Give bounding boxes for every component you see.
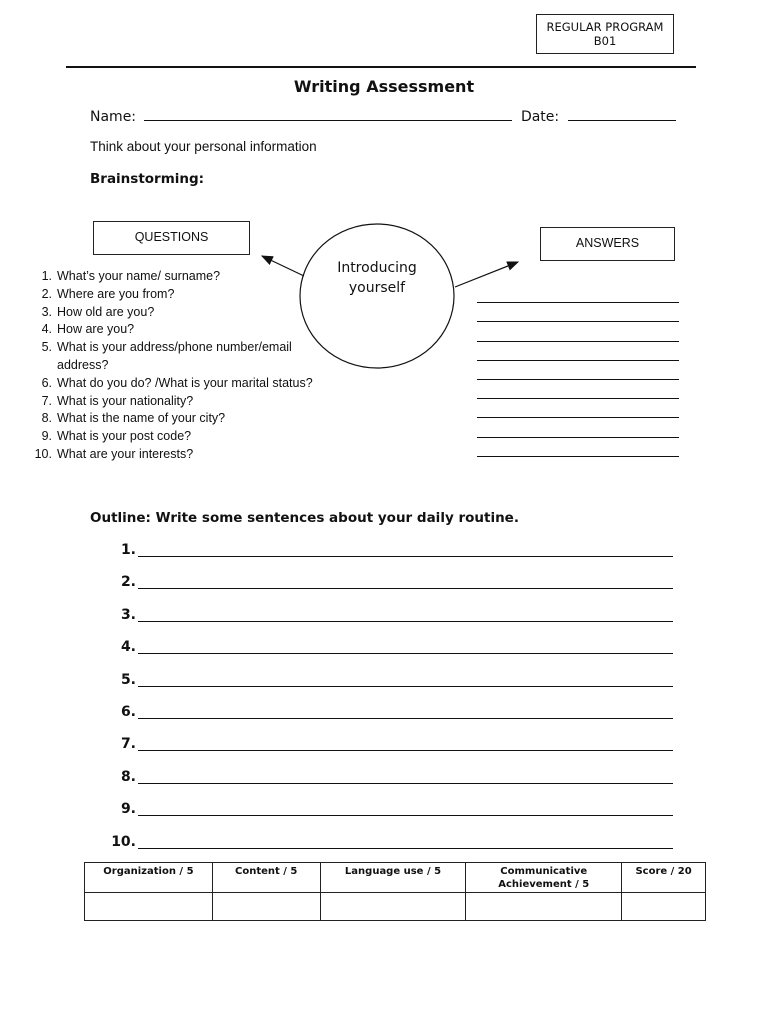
question-number: 3. [41,304,52,319]
answer-field[interactable] [477,399,679,418]
header-language-use: Language use / 5 [320,863,466,893]
list-item [30,339,319,375]
question-text: What do you do? /What is your marital status? [57,375,313,390]
organization-score-cell[interactable] [85,893,213,921]
outline-line-field[interactable] [138,815,673,816]
outline-line-field[interactable] [138,621,673,622]
program-name: REGULAR PROGRAM [546,20,664,34]
outline-heading: Outline: Write some sentences about your daily routine. [90,510,519,526]
outline-item [108,670,673,702]
list-item [30,286,330,304]
question-number: 2. [41,286,52,301]
outline-item [108,767,673,799]
questions-list [30,268,330,464]
outline-number: 7. [120,736,136,753]
date-label: Date: [520,109,560,125]
question-text: What’s your name/ surname? [57,269,221,283]
question-number: 4. [41,322,52,337]
language-use-score-cell[interactable] [320,893,466,921]
outline-number: 4. [120,639,136,656]
header-organization: Organization / 5 [85,863,213,893]
outline-item [108,734,673,766]
question-text: What is your nationality? [57,393,194,408]
question-text: What is your post code? [57,429,192,444]
top-divider [66,66,696,68]
list-item [30,375,327,393]
outline-line-field[interactable] [138,783,673,784]
question-text: How are you? [57,322,135,337]
outline-line-field[interactable] [138,653,673,654]
outline-item [108,605,673,637]
name-date-row [90,106,676,125]
question-number: 10. [34,446,52,461]
center-topic [318,258,436,298]
outline-item [108,799,673,831]
answer-field[interactable] [477,342,679,361]
question-text: What is the name of your city? [57,411,226,426]
list-item [30,446,330,464]
answer-field[interactable] [477,284,679,303]
intro-text: Think about your personal information [90,139,317,154]
name-field[interactable] [144,106,512,121]
question-number: 8. [41,411,52,426]
outline-number: 10. [111,833,136,850]
header-content: Content / 5 [212,863,320,893]
date-field[interactable] [568,106,676,121]
total-score-cell[interactable] [622,893,706,921]
question-number: 9. [41,429,52,444]
outline-item [108,832,673,864]
answer-field[interactable] [477,380,679,399]
name-label: Name: [90,109,137,125]
answers-box: ANSWERS [540,227,675,261]
program-code: B01 [593,34,617,48]
brainstorming-heading: Brainstorming: [90,171,205,187]
answer-field[interactable] [477,303,679,322]
question-text: What are your interests? [57,446,194,461]
outline-number: 1. [120,542,136,558]
outline-item [108,540,673,572]
center-topic-line2: yourself [348,280,406,296]
content-score-cell[interactable] [212,893,320,921]
question-text: What is your address/phone number/email address? [57,340,292,372]
answer-field[interactable] [477,438,679,457]
outline-item [108,637,673,669]
outline-number: 3. [120,606,136,623]
list-item [30,304,330,322]
outline-line-field[interactable] [138,588,673,589]
question-number: 5. [41,340,52,355]
list-item [30,393,330,411]
question-number: 1. [41,269,52,283]
list-item [30,410,330,428]
center-topic-line1: Introducing [337,260,417,276]
outline-item [108,572,673,604]
header-score: Score / 20 [622,863,706,893]
program-label-box [536,14,674,54]
answer-lines [477,284,679,457]
outline-line-field[interactable] [138,750,673,751]
outline-number: 9. [120,801,136,818]
page-title: Writing Assessment [293,77,475,96]
outline-list [108,540,673,864]
question-number: 7. [41,393,52,408]
outline-number: 5. [120,671,136,688]
outline-number: 6. [120,703,136,720]
outline-line-field[interactable] [138,556,673,557]
outline-line-field[interactable] [138,718,673,719]
communicative-score-cell[interactable] [466,893,622,921]
header-communicative-achievement: Communicative Achievement / 5 [466,863,622,893]
outline-line-field[interactable] [138,686,673,687]
answer-field[interactable] [477,322,679,341]
list-item [30,268,330,286]
question-text: How old are you? [57,304,155,319]
table-header-row [85,863,706,893]
scoring-rubric-table [84,862,706,921]
answer-field[interactable] [477,361,679,380]
outline-item [108,702,673,734]
outline-number: 2. [120,574,136,591]
answer-field[interactable] [477,418,679,437]
table-row [85,893,706,921]
list-item [30,428,330,446]
list-item [30,321,330,339]
question-number: 6. [41,375,52,390]
questions-box: QUESTIONS [93,221,250,255]
outline-number: 8. [120,768,136,785]
outline-line-field[interactable] [138,848,673,849]
question-text: Where are you from? [57,286,175,301]
